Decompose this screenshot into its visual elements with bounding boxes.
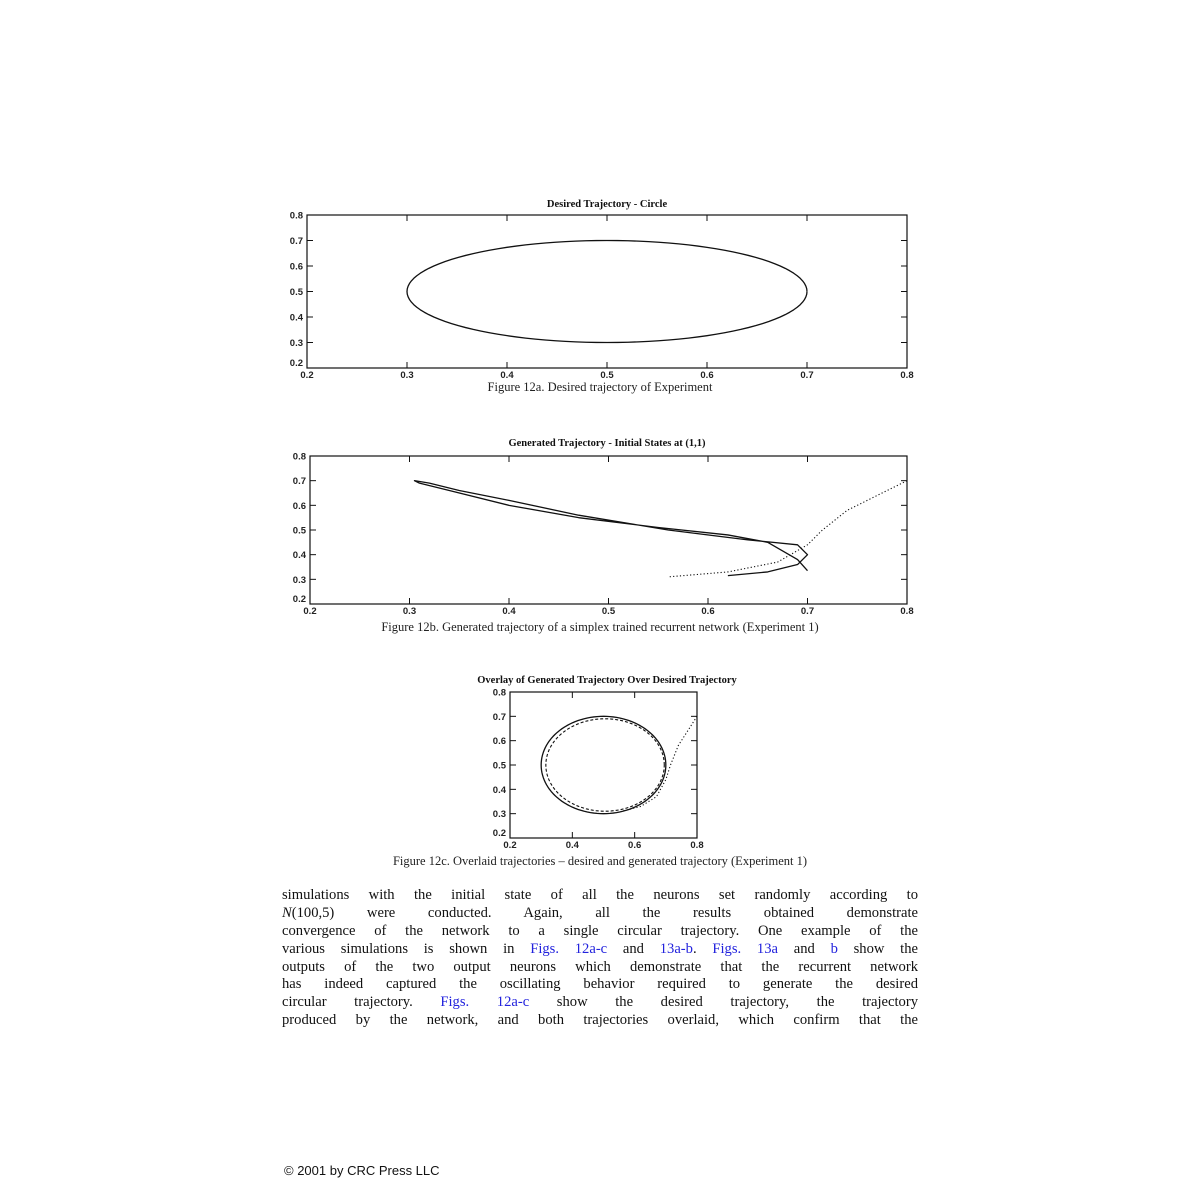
y-tick-label: 0.4 (292, 550, 306, 562)
fig12c-plot (470, 682, 710, 854)
y-tick-label: 0.5 (292, 525, 306, 537)
x-tick-label: 0.6 (701, 606, 715, 617)
body-text-run: circular trajectory. (282, 994, 441, 1011)
figure-link[interactable]: b (830, 940, 838, 957)
y-tick-label: 0.3 (492, 809, 506, 821)
y-tick-label: 0.8 (289, 210, 303, 222)
x-tick-label: 0.6 (700, 370, 714, 380)
body-text-run: . (692, 940, 713, 957)
series-generated (546, 719, 664, 811)
body-text-run: N (282, 904, 292, 921)
x-tick-label: 0.5 (600, 370, 614, 380)
y-tick-label: 0.4 (492, 784, 506, 796)
x-tick-label: 0.5 (601, 606, 616, 617)
fig12c-caption: Figure 12c. Overlaid trajectories – desired and generated trajectory (Experiment 1) (392, 854, 808, 868)
y-tick-label: 0.5 (492, 760, 506, 772)
x-tick-label: 0.2 (303, 606, 317, 617)
plot-frame (310, 456, 907, 604)
x-tick-label: 0.4 (500, 370, 514, 380)
y-tick-label: 0.8 (292, 451, 306, 463)
y-tick-label: 0.3 (292, 574, 306, 586)
body-line (282, 887, 918, 905)
y-tick-label: 0.2 (492, 828, 506, 839)
fig12a-plot (270, 205, 930, 380)
x-tick-label: 0.8 (900, 606, 914, 617)
series-transient (668, 481, 907, 577)
fig12a-caption: Figure 12a. Desired trajectory of Experiment (487, 380, 713, 394)
body-line (282, 1012, 918, 1030)
body-text-run: simulations with the initial state of all the neurons set randomly according to (282, 887, 918, 903)
x-tick-label: 0.8 (690, 840, 704, 851)
fig12b-plot (270, 444, 930, 619)
body-text-run: produced by the network, and both trajectories overlaid, which confirm that the (282, 1012, 918, 1029)
body-text-run: (100,5) were conducted. Again, all the results obtained demonstrate (291, 904, 918, 921)
y-tick-label: 0.6 (292, 500, 306, 512)
y-tick-label: 0.7 (289, 236, 303, 247)
plot-frame (510, 692, 697, 838)
x-tick-label: 0.4 (502, 606, 516, 617)
series-limit-cycle (414, 481, 807, 576)
figure-link[interactable]: Figs. 13a (712, 940, 778, 957)
figure-link[interactable]: 13a-b (659, 940, 693, 957)
copyright-footer: © 2001 by CRC Press LLC (284, 1163, 440, 1178)
figure-link[interactable]: Figs. 12a-c (440, 994, 530, 1011)
x-tick-label: 0.6 (628, 840, 642, 851)
body-line (282, 941, 918, 959)
body-text-run: various simulations is shown in (282, 940, 531, 957)
y-tick-label: 0.6 (289, 261, 303, 273)
y-tick-label: 0.5 (289, 287, 303, 298)
plot-frame (307, 215, 907, 368)
body-text-run: convergence of the network to a single circular trajectory. One example of the (282, 922, 918, 939)
y-tick-label: 0.2 (292, 594, 306, 605)
x-tick-label: 0.3 (402, 606, 417, 617)
x-tick-label: 0.2 (503, 840, 517, 851)
body-line (282, 994, 918, 1012)
fig12a-title: Desired Trajectory - Circle (546, 199, 668, 210)
x-tick-label: 0.7 (800, 606, 815, 617)
x-tick-label: 0.4 (565, 840, 579, 851)
x-tick-label: 0.3 (400, 370, 414, 380)
y-tick-label: 0.6 (492, 736, 506, 748)
y-tick-label: 0.7 (292, 476, 306, 488)
body-line (282, 959, 918, 977)
body-text-run: show the desired trajectory, the trajectory (529, 994, 918, 1011)
body-line (282, 923, 918, 941)
y-tick-label: 0.7 (492, 711, 506, 723)
fig12c-title: Overlay of Generated Trajectory Over Desired Trajectory (477, 675, 737, 686)
y-tick-label: 0.3 (289, 338, 303, 349)
body-text-run: and (778, 940, 831, 957)
x-tick-label: 0.7 (800, 370, 814, 380)
fig12b-title: Generated Trajectory - Initial States at (1,1) (508, 438, 706, 449)
x-tick-label: 0.8 (900, 370, 914, 380)
series-desired (407, 241, 807, 343)
body-text-run: show the (837, 940, 919, 957)
body-line (282, 976, 918, 994)
y-tick-label: 0.2 (289, 358, 303, 369)
fig12b-caption: Figure 12b. Generated trajectory of a simplex trained recurrent network (Experiment 1) (381, 620, 819, 634)
x-tick-label: 0.2 (300, 370, 314, 380)
body-text-run: outputs of the two output neurons which demonstrate that the recurrent network (282, 958, 918, 975)
figure-link[interactable]: Figs. 12a-c (530, 940, 608, 957)
body-paragraph (282, 887, 918, 1030)
body-text-run: and (607, 940, 660, 957)
body-text-run: has indeed captured the oscillating behavior required to generate the desired (282, 976, 918, 993)
body-line (282, 905, 918, 923)
y-tick-label: 0.4 (289, 312, 303, 324)
series-desired (541, 716, 666, 813)
y-tick-label: 0.8 (492, 687, 506, 699)
series-transient (622, 716, 697, 811)
